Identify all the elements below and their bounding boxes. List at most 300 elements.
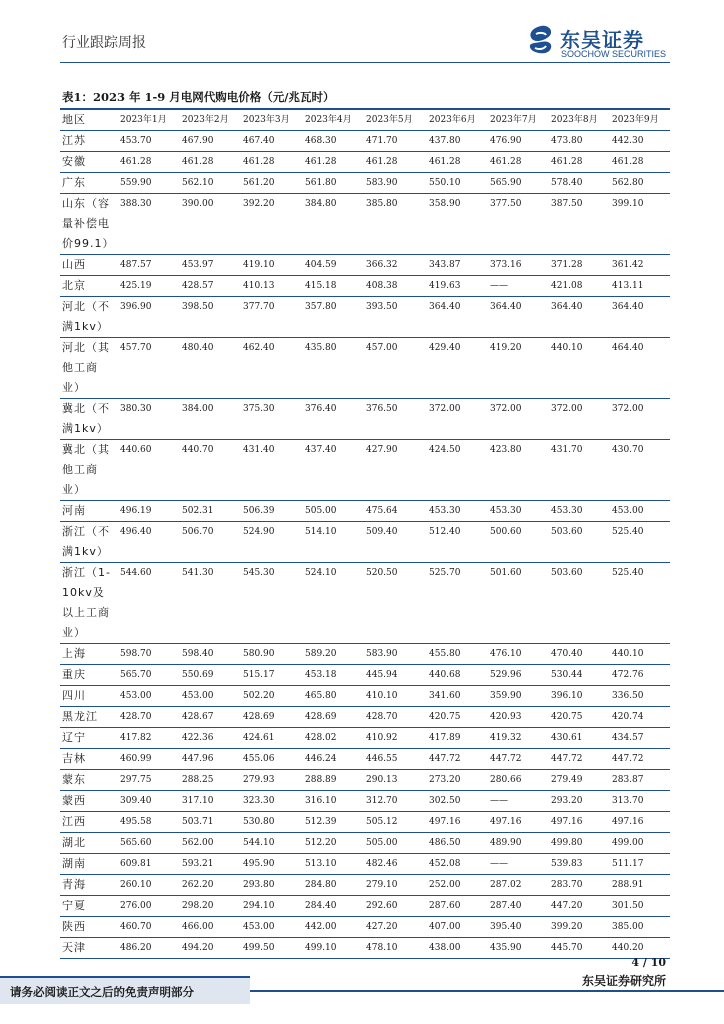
price-cell: 312.70	[364, 791, 427, 812]
price-cell: 395.40	[488, 917, 549, 938]
region-cell: 上海	[60, 644, 118, 665]
price-cell: 499.00	[610, 833, 670, 854]
price-cell: 428.57	[180, 276, 241, 297]
price-cell: 420.74	[610, 707, 670, 728]
price-cell: 453.18	[303, 665, 364, 686]
price-cell: 440.70	[180, 440, 241, 501]
price-cell: 453.30	[427, 501, 488, 522]
column-header: 2023年6月	[427, 110, 488, 131]
table-row	[60, 686, 670, 707]
price-cell: 467.40	[241, 131, 303, 152]
price-cell: 506.70	[180, 522, 241, 563]
header-divider	[60, 62, 670, 63]
region-cell: 湖南	[60, 854, 118, 875]
price-cell: 512.39	[303, 812, 364, 833]
region-cell: 四川	[60, 686, 118, 707]
price-cell: 293.20	[549, 791, 610, 812]
price-cell: 398.50	[180, 297, 241, 338]
table-row	[60, 833, 670, 854]
price-cell: 364.40	[549, 297, 610, 338]
table-row	[60, 194, 670, 255]
price-cell: 415.18	[303, 276, 364, 297]
price-cell: 384.80	[303, 194, 364, 255]
region-cell: 吉林	[60, 749, 118, 770]
price-cell: 598.70	[118, 644, 180, 665]
price-cell: 387.50	[549, 194, 610, 255]
price-cell: 428.69	[303, 707, 364, 728]
price-cell: 284.80	[303, 875, 364, 896]
region-cell: 安徽	[60, 152, 118, 173]
table-caption: 表1：2023 年 1-9 月电网代购电价格（元/兆瓦时）	[62, 90, 335, 104]
table-row	[60, 276, 670, 297]
price-cell: 399.10	[610, 194, 670, 255]
price-cell: 446.24	[303, 749, 364, 770]
institute-name: 东吴证券研究所	[581, 974, 666, 988]
price-cell: 505.00	[303, 501, 364, 522]
price-cell: 385.00	[610, 917, 670, 938]
price-cell: 384.00	[180, 399, 241, 440]
price-cell: 446.55	[364, 749, 427, 770]
price-cell: 262.20	[180, 875, 241, 896]
table-row	[60, 440, 670, 501]
price-cell: 503.60	[549, 522, 610, 563]
price-cell: 407.00	[427, 917, 488, 938]
price-cell: 445.94	[364, 665, 427, 686]
price-cell: 565.60	[118, 833, 180, 854]
price-cell: 440.60	[118, 440, 180, 501]
price-cell: 525.70	[427, 563, 488, 644]
price-cell: 457.00	[364, 338, 427, 399]
price-cell: 461.28	[180, 152, 241, 173]
price-cell: 427.90	[364, 440, 427, 501]
column-header: 2023年2月	[180, 110, 241, 131]
price-cell: 316.10	[303, 791, 364, 812]
price-cell: 565.70	[118, 665, 180, 686]
price-cell: 473.80	[549, 131, 610, 152]
region-cell: 河南	[60, 501, 118, 522]
price-cell: 437.80	[427, 131, 488, 152]
price-cell: 497.16	[610, 812, 670, 833]
price-cell: 502.31	[180, 501, 241, 522]
price-cell: 497.16	[488, 812, 549, 833]
table-row	[60, 522, 670, 563]
column-header: 2023年4月	[303, 110, 364, 131]
price-cell: 440.10	[549, 338, 610, 399]
region-cell: 山西	[60, 255, 118, 276]
price-cell: 487.57	[118, 255, 180, 276]
price-cell: 453.30	[488, 501, 549, 522]
price-cell: 489.90	[488, 833, 549, 854]
region-cell: 蒙西	[60, 791, 118, 812]
region-cell: 重庆	[60, 665, 118, 686]
column-header: 地区	[60, 110, 118, 131]
price-cell: 408.38	[364, 276, 427, 297]
price-cell: 545.30	[241, 563, 303, 644]
price-cell: 431.40	[241, 440, 303, 501]
logo-english-text: SOOCHOW SECURITIES	[561, 49, 667, 59]
price-cell: 497.16	[549, 812, 610, 833]
price-cell: 343.87	[427, 255, 488, 276]
price-cell: 460.99	[118, 749, 180, 770]
region-cell: 浙江（不满1kv）	[60, 522, 118, 563]
price-cell: 359.90	[488, 686, 549, 707]
price-cell: 287.02	[488, 875, 549, 896]
price-cell: 287.40	[488, 896, 549, 917]
region-cell: 青海	[60, 875, 118, 896]
price-cell: 341.60	[427, 686, 488, 707]
price-cell: 366.32	[364, 255, 427, 276]
region-cell: 宁夏	[60, 896, 118, 917]
price-cell: 476.90	[488, 131, 549, 152]
price-cell: 276.00	[118, 896, 180, 917]
price-cell: 252.00	[427, 875, 488, 896]
price-cell: 372.00	[488, 399, 549, 440]
table-row	[60, 338, 670, 399]
price-cell: 500.60	[488, 522, 549, 563]
price-cell: 609.81	[118, 854, 180, 875]
price-cell: 361.42	[610, 255, 670, 276]
price-cell: 424.50	[427, 440, 488, 501]
price-cell: 417.89	[427, 728, 488, 749]
price-cell: 377.70	[241, 297, 303, 338]
price-cell: 499.80	[549, 833, 610, 854]
price-cell: 499.50	[241, 938, 303, 959]
price-cell: 323.30	[241, 791, 303, 812]
price-cell: 453.00	[118, 686, 180, 707]
price-cell: 505.12	[364, 812, 427, 833]
price-cell: 530.44	[549, 665, 610, 686]
price-cell: 279.10	[364, 875, 427, 896]
price-cell: 496.40	[118, 522, 180, 563]
price-cell: 544.10	[241, 833, 303, 854]
logo-chinese-text: 东吴证券	[560, 28, 644, 52]
price-cell: 309.40	[118, 791, 180, 812]
price-cell: 580.90	[241, 644, 303, 665]
price-cell: 425.19	[118, 276, 180, 297]
price-cell: 437.40	[303, 440, 364, 501]
price-cell: 364.40	[610, 297, 670, 338]
price-cell: 422.36	[180, 728, 241, 749]
price-cell: 390.00	[180, 194, 241, 255]
price-cell: 453.70	[118, 131, 180, 152]
price-cell: 559.90	[118, 173, 180, 194]
price-cell: 419.10	[241, 255, 303, 276]
price-cell: 442.30	[610, 131, 670, 152]
price-cell: 550.69	[180, 665, 241, 686]
price-cell: 457.70	[118, 338, 180, 399]
price-cell: 297.75	[118, 770, 180, 791]
price-cell: 373.16	[488, 255, 549, 276]
table-header-row	[60, 110, 670, 131]
price-cell: 453.00	[180, 686, 241, 707]
price-cell: 466.00	[180, 917, 241, 938]
price-cell: 431.70	[549, 440, 610, 501]
price-cell: 424.61	[241, 728, 303, 749]
price-cell: 372.00	[427, 399, 488, 440]
price-cell: 495.58	[118, 812, 180, 833]
price-cell: 497.16	[427, 812, 488, 833]
price-cell: 399.20	[549, 917, 610, 938]
disclaimer-note: 请务必阅读正文之后的免责声明部分	[0, 976, 250, 1004]
price-cell: 475.64	[364, 501, 427, 522]
price-cell: 503.60	[549, 563, 610, 644]
price-cell: 419.32	[488, 728, 549, 749]
price-cell: 428.70	[364, 707, 427, 728]
price-cell: 385.80	[364, 194, 427, 255]
region-cell: 冀北（其他工商业）	[60, 440, 118, 501]
price-cell: 435.90	[488, 938, 549, 959]
price-cell: 447.72	[610, 749, 670, 770]
price-cell: 301.50	[610, 896, 670, 917]
price-cell: 376.50	[364, 399, 427, 440]
price-cell: 420.75	[427, 707, 488, 728]
price-cell: 461.28	[427, 152, 488, 173]
price-cell: 541.30	[180, 563, 241, 644]
price-cell: 396.10	[549, 686, 610, 707]
price-cell: 453.30	[549, 501, 610, 522]
price-cell: 317.10	[180, 791, 241, 812]
price-cell: 562.80	[610, 173, 670, 194]
price-cell: 496.19	[118, 501, 180, 522]
price-cell: 465.80	[303, 686, 364, 707]
price-cell: 562.00	[180, 833, 241, 854]
price-cell: 393.50	[364, 297, 427, 338]
report-type-title: 行业跟踪周报	[62, 35, 146, 51]
price-cell: 421.08	[549, 276, 610, 297]
table-row	[60, 770, 670, 791]
price-cell: 482.46	[364, 854, 427, 875]
region-cell: 冀北（不满1kv）	[60, 399, 118, 440]
price-cell: 420.75	[549, 707, 610, 728]
price-cell: 287.60	[427, 896, 488, 917]
region-cell: 江西	[60, 812, 118, 833]
region-cell: 河北（不满1kv）	[60, 297, 118, 338]
region-cell: 浙江（1-10kv及以上工商业）	[60, 563, 118, 644]
page-number: 4 / 10	[631, 956, 666, 969]
price-cell: 530.80	[241, 812, 303, 833]
price-cell: 502.20	[241, 686, 303, 707]
price-cell: 440.10	[610, 644, 670, 665]
column-header: 2023年3月	[241, 110, 303, 131]
price-cell: 598.40	[180, 644, 241, 665]
price-cell: 293.80	[241, 875, 303, 896]
price-cell: 461.28	[303, 152, 364, 173]
price-cell: 453.97	[180, 255, 241, 276]
price-cell: 455.06	[241, 749, 303, 770]
price-cell: 427.20	[364, 917, 427, 938]
price-cell: 561.20	[241, 173, 303, 194]
price-cell: 462.40	[241, 338, 303, 399]
price-cell: 260.10	[118, 875, 180, 896]
price-cell: 511.17	[610, 854, 670, 875]
table-row	[60, 563, 670, 644]
table-row	[60, 501, 670, 522]
region-cell: 广东	[60, 173, 118, 194]
price-cell: 364.40	[427, 297, 488, 338]
price-cell: 279.93	[241, 770, 303, 791]
price-cell: 440.20	[610, 938, 670, 959]
price-cell: 372.00	[549, 399, 610, 440]
table-row	[60, 644, 670, 665]
price-cell: 589.20	[303, 644, 364, 665]
price-cell: 440.68	[427, 665, 488, 686]
price-cell: 288.25	[180, 770, 241, 791]
price-cell: 470.40	[549, 644, 610, 665]
price-cell: 583.90	[364, 644, 427, 665]
price-cell: 471.70	[364, 131, 427, 152]
column-header: 2023年1月	[118, 110, 180, 131]
price-cell: 442.00	[303, 917, 364, 938]
price-cell: 410.13	[241, 276, 303, 297]
price-cell: 593.21	[180, 854, 241, 875]
price-cell: 447.72	[427, 749, 488, 770]
price-cell: 453.00	[610, 501, 670, 522]
table-row	[60, 875, 670, 896]
region-cell: 山东（容量补偿电价99.1）	[60, 194, 118, 255]
region-cell: 湖北	[60, 833, 118, 854]
price-cell: 514.10	[303, 522, 364, 563]
table-row	[60, 896, 670, 917]
price-cell: 499.10	[303, 938, 364, 959]
price-cell: 512.20	[303, 833, 364, 854]
price-cell: 503.71	[180, 812, 241, 833]
price-cell: 472.76	[610, 665, 670, 686]
table-row	[60, 791, 670, 812]
price-cell: 273.20	[427, 770, 488, 791]
table-row	[60, 399, 670, 440]
price-cell: 419.20	[488, 338, 549, 399]
price-cell: 506.39	[241, 501, 303, 522]
price-cell: 453.00	[241, 917, 303, 938]
price-cell: 447.20	[549, 896, 610, 917]
price-cell: 461.28	[549, 152, 610, 173]
price-cell: 467.90	[180, 131, 241, 152]
price-cell: 447.72	[549, 749, 610, 770]
price-cell: 524.90	[241, 522, 303, 563]
region-cell: 蒙东	[60, 770, 118, 791]
company-logo	[526, 22, 676, 62]
price-cell: 380.30	[118, 399, 180, 440]
region-cell: 辽宁	[60, 728, 118, 749]
price-cell: 461.28	[118, 152, 180, 173]
price-cell: 447.96	[180, 749, 241, 770]
table-row	[60, 812, 670, 833]
table-row	[60, 173, 670, 194]
table-row	[60, 152, 670, 173]
price-cell: 313.70	[610, 791, 670, 812]
price-cell: 298.20	[180, 896, 241, 917]
price-cell: ——	[488, 276, 549, 297]
price-cell: 460.70	[118, 917, 180, 938]
price-cell: 372.00	[610, 399, 670, 440]
price-cell: 512.40	[427, 522, 488, 563]
price-cell: 358.90	[427, 194, 488, 255]
price-cell: 283.70	[549, 875, 610, 896]
price-cell: 480.40	[180, 338, 241, 399]
price-cell: 279.49	[549, 770, 610, 791]
price-cell: 513.10	[303, 854, 364, 875]
price-cell: 410.92	[364, 728, 427, 749]
price-cell: 529.96	[488, 665, 549, 686]
price-cell: 435.80	[303, 338, 364, 399]
price-cell: 283.87	[610, 770, 670, 791]
price-cell: 428.67	[180, 707, 241, 728]
price-cell: 280.66	[488, 770, 549, 791]
price-cell: 550.10	[427, 173, 488, 194]
price-cell: 486.20	[118, 938, 180, 959]
price-cell: 392.20	[241, 194, 303, 255]
price-table	[60, 110, 670, 959]
table-row	[60, 938, 670, 959]
price-cell: 461.28	[241, 152, 303, 173]
region-cell: 黑龙江	[60, 707, 118, 728]
price-cell: 420.93	[488, 707, 549, 728]
price-cell: 364.40	[488, 297, 549, 338]
price-cell: 455.80	[427, 644, 488, 665]
price-cell: 520.50	[364, 563, 427, 644]
price-cell: 377.50	[488, 194, 549, 255]
price-cell: 371.28	[549, 255, 610, 276]
region-cell: 天津	[60, 938, 118, 959]
price-cell: 290.13	[364, 770, 427, 791]
price-cell: 294.10	[241, 896, 303, 917]
price-cell: 583.90	[364, 173, 427, 194]
price-cell: ——	[488, 854, 549, 875]
price-cell: 476.10	[488, 644, 549, 665]
price-cell: 524.10	[303, 563, 364, 644]
price-cell: 430.61	[549, 728, 610, 749]
price-cell: 501.60	[488, 563, 549, 644]
table-row	[60, 728, 670, 749]
table-row	[60, 131, 670, 152]
price-cell: 288.89	[303, 770, 364, 791]
price-cell: 464.40	[610, 338, 670, 399]
price-cell: 419.63	[427, 276, 488, 297]
column-header: 2023年8月	[549, 110, 610, 131]
price-cell: 428.70	[118, 707, 180, 728]
price-cell: 452.08	[427, 854, 488, 875]
price-cell: 505.00	[364, 833, 427, 854]
price-cell: 288.91	[610, 875, 670, 896]
price-cell: 461.28	[488, 152, 549, 173]
region-cell: 江苏	[60, 131, 118, 152]
price-cell: 447.72	[488, 749, 549, 770]
column-header: 2023年9月	[610, 110, 670, 131]
table-row	[60, 917, 670, 938]
price-cell: 423.80	[488, 440, 549, 501]
price-cell: 461.28	[610, 152, 670, 173]
price-cell: 375.30	[241, 399, 303, 440]
price-cell: 417.82	[118, 728, 180, 749]
price-cell: 284.40	[303, 896, 364, 917]
price-cell: 302.50	[427, 791, 488, 812]
price-cell: 544.60	[118, 563, 180, 644]
price-cell: 428.02	[303, 728, 364, 749]
price-cell: 336.50	[610, 686, 670, 707]
price-cell: 388.30	[118, 194, 180, 255]
price-cell: 565.90	[488, 173, 549, 194]
price-cell: 578.40	[549, 173, 610, 194]
price-cell: 438.00	[427, 938, 488, 959]
price-cell: 561.80	[303, 173, 364, 194]
price-cell: 486.50	[427, 833, 488, 854]
region-cell: 北京	[60, 276, 118, 297]
price-cell: 430.70	[610, 440, 670, 501]
price-cell: 396.90	[118, 297, 180, 338]
price-cell: 413.11	[610, 276, 670, 297]
region-cell: 陕西	[60, 917, 118, 938]
table-row	[60, 255, 670, 276]
